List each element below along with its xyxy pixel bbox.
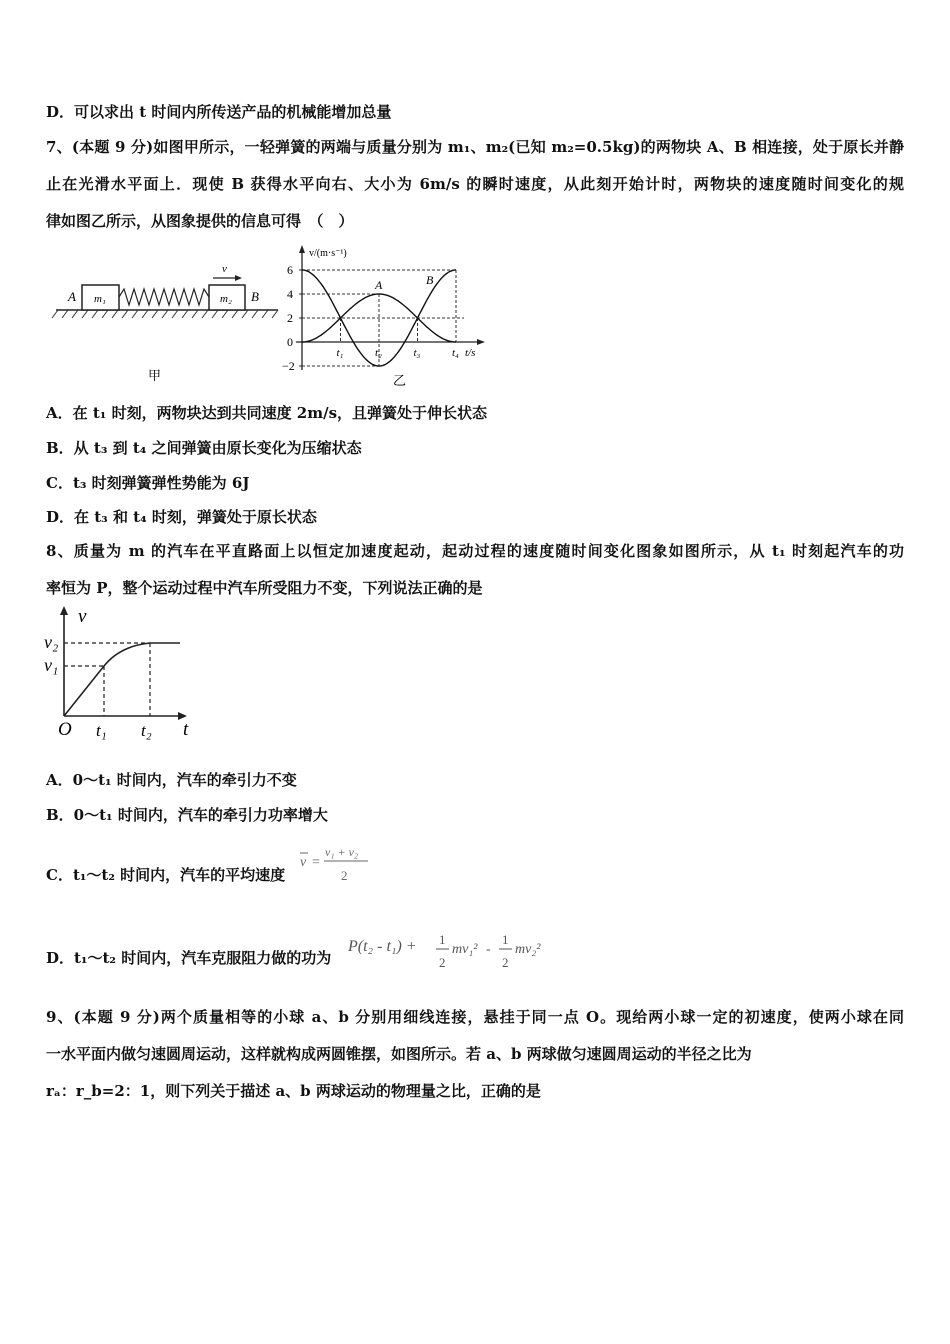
formula-d-two-b: 2 xyxy=(502,955,509,970)
formula-d-one-a: 1 xyxy=(439,932,446,947)
formula-d-two-a: 2 xyxy=(439,955,446,970)
q7-option-a: A．在 t₁ 时刻，两物块达到共同速度 2m/s，且弹簧处于伸长状态 xyxy=(46,404,488,422)
x-tick-label: t₁ xyxy=(336,347,344,359)
q8-stem-line2: 率恒为 P，整个运动过程中汽车所受阻力不变，下列说法正确的是 xyxy=(46,579,483,597)
curve-A-label: A xyxy=(375,278,383,292)
formula-d-one-b: 1 xyxy=(502,932,509,947)
q8-v1-label: v₁ xyxy=(44,655,59,675)
velocity-time-graph xyxy=(280,242,490,390)
formula-c-numerator: v₁ + v₂ xyxy=(325,845,359,859)
curve-B-label: B xyxy=(426,273,434,287)
figure-jia-caption: 甲 xyxy=(148,368,162,383)
q8-option-c: C．t₁～t₂ 时间内，汽车的平均速度 xyxy=(46,866,286,884)
block-m1-label: m₁ xyxy=(94,293,106,305)
q8-option-a: A．0～t₁ 时间内，汽车的牵引力不变 xyxy=(46,771,297,789)
q8-t2-label: t₂ xyxy=(141,721,152,740)
q7-stem-line2: 止在光滑水平面上．现使 B 获得水平向右、大小为 6m/s 的瞬时速度，从此刻开始计时，两物块的速度随时间变化的规 xyxy=(46,175,904,193)
x-tick-label: t₄ xyxy=(452,347,459,359)
y-tick-label: −2 xyxy=(282,359,295,373)
q6-option-d: D．可以求出 t 时间内所传送产品的机械能增加总量 xyxy=(46,103,392,121)
block-m2-label: m₂ xyxy=(220,293,232,305)
velocity-label: v xyxy=(222,263,227,275)
label-A: A xyxy=(68,289,76,304)
y-tick-label: 4 xyxy=(287,287,293,301)
vbar-symbol: v xyxy=(300,855,307,870)
spring xyxy=(119,289,209,305)
q8-y-label: v xyxy=(78,606,87,627)
svg-text:=: = xyxy=(312,855,320,870)
y-tick-label: 0 xyxy=(287,335,293,349)
q7-option-b: B．从 t₃ 到 t₄ 之间弹簧由原长变化为压缩状态 xyxy=(46,439,362,457)
y-tick-label: 6 xyxy=(287,263,293,277)
average-velocity-formula xyxy=(296,840,376,888)
q7-stem-line1: 7、(本题 9 分)如图甲所示，一轻弹簧的两端与质量分别为 m₁、m₂(已知 m₂=0.5kg)的两物块 A、B 相连接，处于原长并静 xyxy=(46,138,904,156)
q7-option-c: C．t₃ 时刻弹簧弹性势能为 6J xyxy=(46,474,250,492)
q8-option-b: B．0～t₁ 时间内，汽车的牵引力功率增大 xyxy=(46,806,328,824)
formula-d-p-term: P(t₂ - t₁) + xyxy=(348,938,417,955)
q8-velocity-curve xyxy=(64,643,180,716)
spring-block-figure xyxy=(50,248,282,390)
q7-stem-line3: 律如图乙所示，从图象提供的信息可得 （ ） xyxy=(46,212,354,230)
x-tick-label: t₂ xyxy=(375,347,382,359)
q8-option-d: D．t₁～t₂ 时间内，汽车克服阻力做的功为 xyxy=(46,949,332,967)
q8-stem-line1: 8、质量为 m 的汽车在平直路面上以恒定加速度起动，起动过程的速度随时间变化图象如图所示，从 t₁ 时刻起汽车的功 xyxy=(46,542,904,560)
resistance-work-formula xyxy=(346,925,556,975)
x-tick-label: t₃ xyxy=(413,347,421,359)
q7-option-d: D．在 t₃ 和 t₄ 时刻，弹簧处于原长状态 xyxy=(46,508,317,526)
figure-yi-caption: 乙 xyxy=(393,373,407,388)
formula-d-mv2: mv₂² xyxy=(515,942,541,957)
car-velocity-graph xyxy=(42,604,202,742)
q8-v2-label: v₂ xyxy=(44,632,59,652)
y-tick-label: 2 xyxy=(287,311,293,325)
q9-stem-line3: rₐ：r_b=2：1，则下列关于描述 a、b 两球运动的物理量之比，正确的是 xyxy=(46,1082,541,1100)
q9-stem-line2: 一水平面内做匀速圆周运动，这样就构成两圆锥摆，如图所示。若 a、b 两球做匀速圆周运动的半径之比为 xyxy=(46,1045,752,1063)
q9-stem-line1: 9、(本题 9 分)两个质量相等的小球 a、b 分别用细线连接，悬挂于同一点 O。现给两小球一定的初速度，使两小球在同 xyxy=(46,1008,904,1026)
x-axis-label: t/s xyxy=(465,347,476,359)
formula-d-minus: - xyxy=(486,942,491,957)
formula-c-denominator: 2 xyxy=(341,868,348,883)
label-B: B xyxy=(251,289,259,304)
q8-origin-label: O xyxy=(58,719,72,740)
formula-d-mv1: mv₁² xyxy=(452,942,478,957)
q8-x-label: t xyxy=(183,719,189,740)
y-axis-label: v/(m·s⁻¹) xyxy=(309,248,347,259)
q8-t1-label: t₁ xyxy=(96,721,107,740)
